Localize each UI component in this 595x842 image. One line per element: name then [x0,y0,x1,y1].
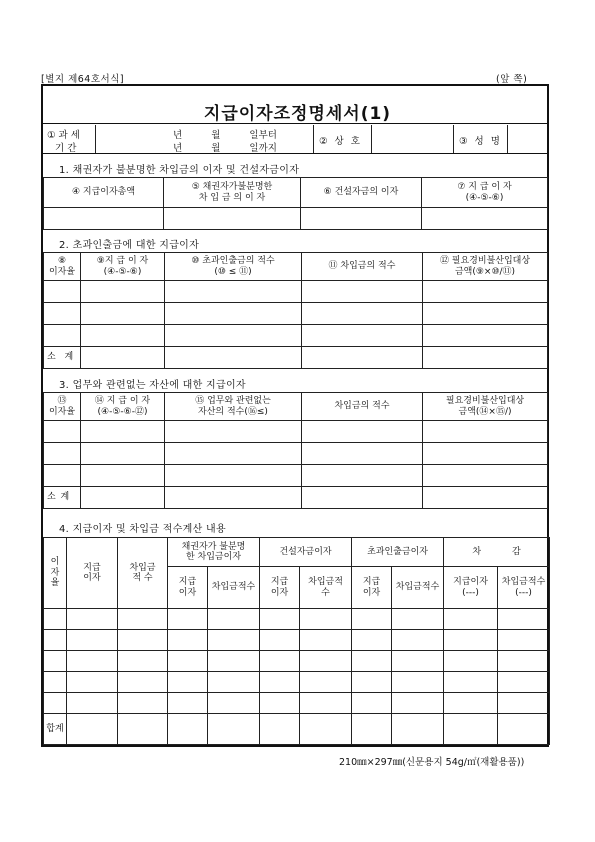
col-loan-sum: 차입금의 적수 [302,393,423,421]
sub-interest: 지급 이자 [168,567,208,609]
group-unknown-lender: 채권자가 불분명 한 차입금이자 [168,538,260,567]
group-construction: 건설자금이자 [260,538,352,567]
info-row [43,125,547,153]
cell[interactable] [352,609,392,630]
cell[interactable] [352,693,392,714]
cell[interactable] [168,630,208,651]
total-row [44,714,550,745]
cell[interactable] [302,443,423,465]
cell[interactable] [302,421,423,443]
cell[interactable] [44,693,67,714]
cell[interactable] [423,465,548,487]
table-row [44,443,548,465]
cell[interactable] [44,281,81,303]
cell[interactable] [302,465,423,487]
section2-title: 2. 초과인출금에 대한 지급이자 [59,240,200,251]
cell[interactable] [165,303,302,325]
cell[interactable] [208,693,260,714]
cell[interactable] [67,693,118,714]
col-loan-sum: ⑪ 차입금의 적수 [302,253,423,281]
cell[interactable] [81,325,165,347]
col-unknown-lender-interest: ⑤ 채권자가불분명한 차 입 금 의 이 자 [164,178,301,208]
cell[interactable] [498,651,550,672]
col-rate: ⑧ 이자율 [44,253,81,281]
subtotal-row [44,487,548,509]
table-row [44,303,548,325]
total-label: 합계 [44,714,67,745]
cell[interactable] [208,672,260,693]
cell[interactable] [165,347,302,369]
period-label-line1: ① 과 세 [47,130,80,141]
cell[interactable] [44,672,67,693]
sub-loan-sum: 차입금적 수 [300,567,352,609]
cell[interactable] [260,630,300,651]
cell[interactable] [302,281,423,303]
section3-title: 3. 업무와 관련없는 자산에 대한 지급이자 [59,380,246,391]
cell[interactable] [165,487,302,509]
subtotal-label: 소 계 [44,347,81,369]
cell[interactable] [118,672,168,693]
cell[interactable] [352,672,392,693]
cell[interactable] [165,443,302,465]
cell[interactable] [118,714,168,745]
group-excess-withdrawal: 초과인출금이자 [352,538,444,567]
cell[interactable] [392,651,444,672]
company-field[interactable] [371,125,454,153]
table-row [44,672,550,693]
cell[interactable] [44,421,81,443]
table-row [44,693,550,714]
input-construction-interest[interactable] [301,208,422,230]
input-total-interest[interactable] [44,208,164,230]
cell[interactable] [302,303,423,325]
cell[interactable] [260,609,300,630]
cell[interactable] [81,487,165,509]
sub-loan-sum: 차입금적수 [208,567,260,609]
table-row [44,421,548,443]
input-unknown-lender-interest[interactable] [164,208,301,230]
col-excess-withdrawal-sum: ⑩ 초과인출금의 적수 (⑩ ≤ ⑪) [165,253,302,281]
cell[interactable] [498,693,550,714]
cell[interactable] [208,609,260,630]
col-loan-sum: 차입금 적 수 [118,538,168,609]
form-title: 지급이자조정명세서(1) [203,104,392,124]
col-interest: 지급 이자 [67,538,118,609]
cell[interactable] [444,609,498,630]
cell[interactable] [44,303,81,325]
cell[interactable] [392,609,444,630]
col-unrelated-asset-sum: ⑮ 업무와 관련없는 자산의 적수(⑯≤) [165,393,302,421]
period-from: 년 월 일부터 [173,130,277,141]
cell[interactable] [118,693,168,714]
cell[interactable] [168,672,208,693]
col-non-deductible: ⑫ 필요경비불산입대상 금액(⑨×⑩/⑪) [423,253,548,281]
cell[interactable] [44,609,67,630]
cell[interactable] [444,672,498,693]
cell[interactable] [168,651,208,672]
cell[interactable] [352,630,392,651]
cell[interactable] [165,465,302,487]
cell[interactable] [208,714,260,745]
col-total-interest: ④ 지급이자총액 [44,178,164,208]
cell[interactable] [444,693,498,714]
col-paid-interest: ⑨지 급 이 자 (④-⑤-⑥) [81,253,165,281]
cell[interactable] [423,303,548,325]
name-label: ③ 성 명 [453,125,508,153]
cell[interactable] [165,325,302,347]
cell[interactable] [168,693,208,714]
cell[interactable] [392,714,444,745]
form-number: [별지 제64호서식] [41,74,125,85]
sub-interest: 지급 이자 [260,567,300,609]
cell[interactable] [444,714,498,745]
sub-diff-loan-sum: 차입금적수 (---) [498,567,550,609]
cell[interactable] [44,325,81,347]
cell[interactable] [423,325,548,347]
section1-table [43,177,548,230]
subtotal-label: 소 계 [44,487,81,509]
period-label [43,125,96,153]
company-label: ② 상 호 [313,125,372,153]
cell[interactable] [260,693,300,714]
section2-table [43,252,548,369]
cell[interactable] [67,714,118,745]
divider [41,153,549,154]
subtotal-row [44,347,548,369]
cell[interactable] [498,714,550,745]
cell[interactable] [44,465,81,487]
cell[interactable] [300,609,352,630]
sub-diff-interest: 지급이자 (---) [444,567,498,609]
cell[interactable] [423,443,548,465]
col-non-deductible: 필요경비불산입대상 금액(⑭×⑮/) [423,393,548,421]
period-to: 년 월 일까지 [173,143,277,154]
table-row [44,281,548,303]
cell[interactable] [168,714,208,745]
cell[interactable] [423,487,548,509]
cell[interactable] [498,672,550,693]
cell[interactable] [302,347,423,369]
cell[interactable] [498,630,550,651]
cell[interactable] [302,487,423,509]
cell[interactable] [168,609,208,630]
cell[interactable] [352,714,392,745]
cell[interactable] [81,421,165,443]
cell[interactable] [260,672,300,693]
name-field[interactable] [507,125,547,153]
table-row [44,630,550,651]
group-deduction: 차 감 [444,538,550,567]
cell[interactable] [81,443,165,465]
input-paid-interest[interactable] [422,208,548,230]
cell[interactable] [165,281,302,303]
cell[interactable] [208,651,260,672]
cell[interactable] [44,630,67,651]
table-row [44,651,550,672]
section4-table [43,537,550,745]
cell[interactable] [352,651,392,672]
cell[interactable] [260,714,300,745]
cell[interactable] [118,609,168,630]
col-paid-interest: ⑦ 지 급 이 자 (④-⑤-⑥) [422,178,548,208]
cell[interactable] [44,651,67,672]
cell[interactable] [81,303,165,325]
cell[interactable] [300,693,352,714]
cell[interactable] [67,630,118,651]
cell[interactable] [392,672,444,693]
cell[interactable] [423,421,548,443]
sub-loan-sum: 차입금적수 [392,567,444,609]
cell[interactable] [392,693,444,714]
cell[interactable] [81,281,165,303]
table-row [44,325,548,347]
col-rate: ⑬ 이자율 [44,393,81,421]
cell[interactable] [423,281,548,303]
col-construction-interest: ⑥ 건설자금의 이자 [301,178,422,208]
title-divider [41,123,549,124]
col-paid-interest: ⑭ 지 급 이 자 (④-⑤-⑥-⑫) [81,393,165,421]
cell[interactable] [118,630,168,651]
cell[interactable] [67,651,118,672]
cell[interactable] [208,630,260,651]
section1-title: 1. 채권자가 불분명한 차입금의 이자 및 건설자금이자 [59,165,300,176]
cell[interactable] [444,630,498,651]
cell[interactable] [498,609,550,630]
section3-table [43,392,548,509]
col-rate: 이 자 율 [44,538,67,609]
sub-interest: 지급 이자 [352,567,392,609]
cell[interactable] [302,325,423,347]
cell[interactable] [444,651,498,672]
cell[interactable] [67,672,118,693]
cell[interactable] [392,630,444,651]
period-label-line2: 기 간 [55,143,77,154]
cell[interactable] [67,609,118,630]
cell[interactable] [118,651,168,672]
cell[interactable] [81,347,165,369]
period-value[interactable] [95,125,314,153]
paper-spec: 210㎜×297㎜(신문용지 54g/㎡(재활용품)) [339,757,525,768]
cell[interactable] [260,651,300,672]
table-row [44,465,548,487]
section4-title: 4. 지급이자 및 차입금 적수계산 내용 [59,524,226,535]
table-row [44,609,550,630]
cell[interactable] [81,465,165,487]
cell[interactable] [165,421,302,443]
cell[interactable] [300,630,352,651]
cell[interactable] [300,651,352,672]
page-side: (앞 쪽) [496,74,528,85]
cell[interactable] [300,672,352,693]
cell[interactable] [300,714,352,745]
cell[interactable] [44,443,81,465]
cell[interactable] [423,347,548,369]
